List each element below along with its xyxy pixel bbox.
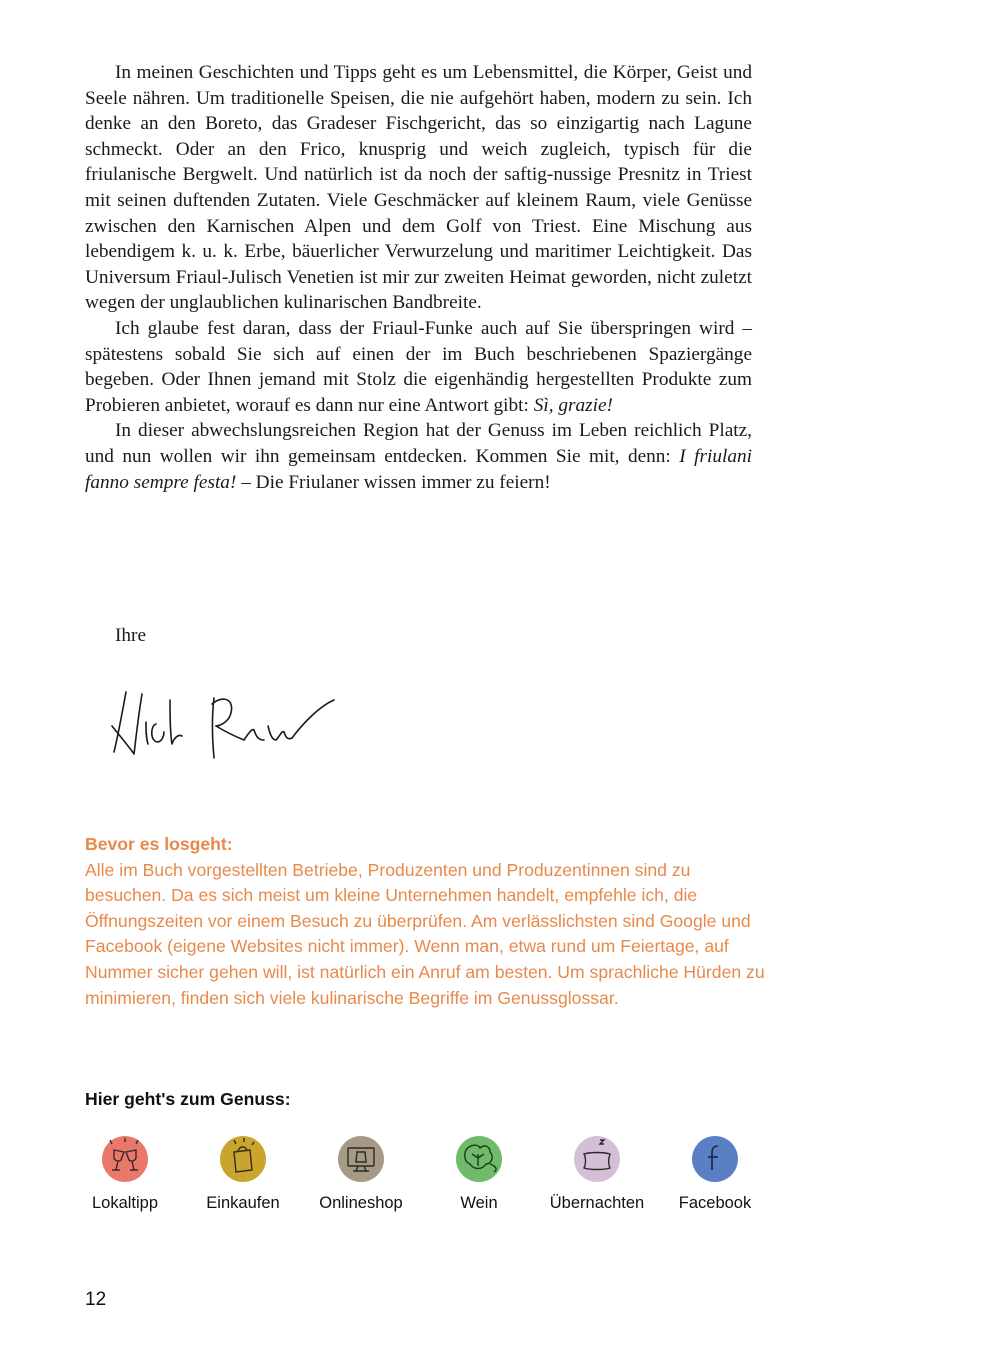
paragraph-2-text: Ich glaube fest daran, dass der Friaul-Funke auch auf Sie überspringen wird – spätestens sobald Sie sich auf einen der im Buch beschriebenen Spaziergänge begeben. Oder Ihnen jemand mit Stolz die eigenhändig hergestellten Produkte zum Probieren anbietet, worauf es dann nur eine Antwort gibt: [85,317,752,416]
legend-item-wein [429,1136,529,1213]
paragraph-3-italic: I friulani fanno sempre festa! [85,445,752,493]
legend-item-einkaufen [193,1136,293,1213]
icon-legend [75,1136,775,1226]
paragraph-2-italic: Sì, grazie! [533,394,613,416]
paragraph-3-text: In dieser abwechslungsreichen Region hat der Genuss im Leben reichlich Platz, und nun wollen wir ihn gemeinsam entdecken. Kommen Sie mit, denn: [85,420,752,467]
closing-salutation: Ihre [115,625,147,646]
legend-item-uebernachten [547,1136,647,1213]
legend-label-lokaltipp: Lokaltipp [91,1194,159,1212]
paragraph-3 [85,418,752,495]
paragraph-1: In meinen Geschichten und Tipps geht es um Lebensmittel, die Körper, Geist und Seele nähren. Um traditionelle Speisen, die nie aufgehört haben, modern zu sein. Ich denke an den Boreto, das Gradeser Fischgericht, das so einzigartig nach Lagune schmeckt. Oder an den Frico, knusprig und weich zugleich, typisch für die friulanische Bergwelt. Und natürlich ist da noch der saftig-nussige Presnitz in Triest mit seinen duftenden Zutaten. Viele Geschmäcker auf kleinem Raum, viele Genüsse zwischen den Karnischen Alpen und dem Golf von Triest. Eine Mischung aus lebendigem k. u. k. Erbe, bäuerlicher Verwurzelung und maritimer Leichtigkeit. Das Universum Friaul-Julisch Venetien ist mir zur zweiten Heimat geworden, nicht zuletzt wegen der unglaublichen kulinarischen Bandbreite. [85,62,752,314]
legend-item-facebook [665,1136,765,1213]
legend-label-einkaufen: Einkaufen [206,1194,280,1212]
paragraph-2 [85,316,752,418]
paragraph-3-end: – Die Friulaner wissen immer zu feiern! [236,471,551,493]
shopping-bag-icon [220,1136,266,1182]
legend-title: Hier geht's zum Genuss: [85,1089,291,1109]
legend-label-uebernachten: Übernachten [549,1194,645,1212]
grape-leaf-icon [456,1136,502,1182]
facebook-icon [692,1136,738,1182]
body-text [85,60,752,495]
info-note [85,832,765,1011]
pillow-icon [574,1136,620,1182]
computer-icon [338,1136,384,1182]
legend-item-onlineshop [311,1136,411,1213]
legend-label-wein: Wein [460,1194,498,1212]
note-title: Bevor es losgeht: [85,834,233,854]
handwritten-signature [108,686,343,766]
legend-label-onlineshop: Onlineshop [319,1194,403,1212]
legend-label-facebook: Facebook [678,1194,752,1212]
note-text: Alle im Buch vorgestellten Betriebe, Produzenten und Produzentinnen sind zu besuchen. Da es sich meist um kleine Unternehmen handelt, empfehle ich, die Öffnungszeiten vor einem Besuch zu überprüfen. Am verlässlichsten sind Google und Facebook (eigene Websites nicht immer). Wenn man, etwa rund um Feiertage, auf Nummer sicher gehen will, ist natürlich ein Anruf am besten. Um sprachliche Hürden zu minimieren, finden sich viele kulinarische Begriffe im Genussglossar. [85,859,765,1008]
legend-item-lokaltipp [75,1136,175,1213]
wine-glasses-icon [102,1136,148,1182]
page-number: 12 [85,1289,107,1310]
